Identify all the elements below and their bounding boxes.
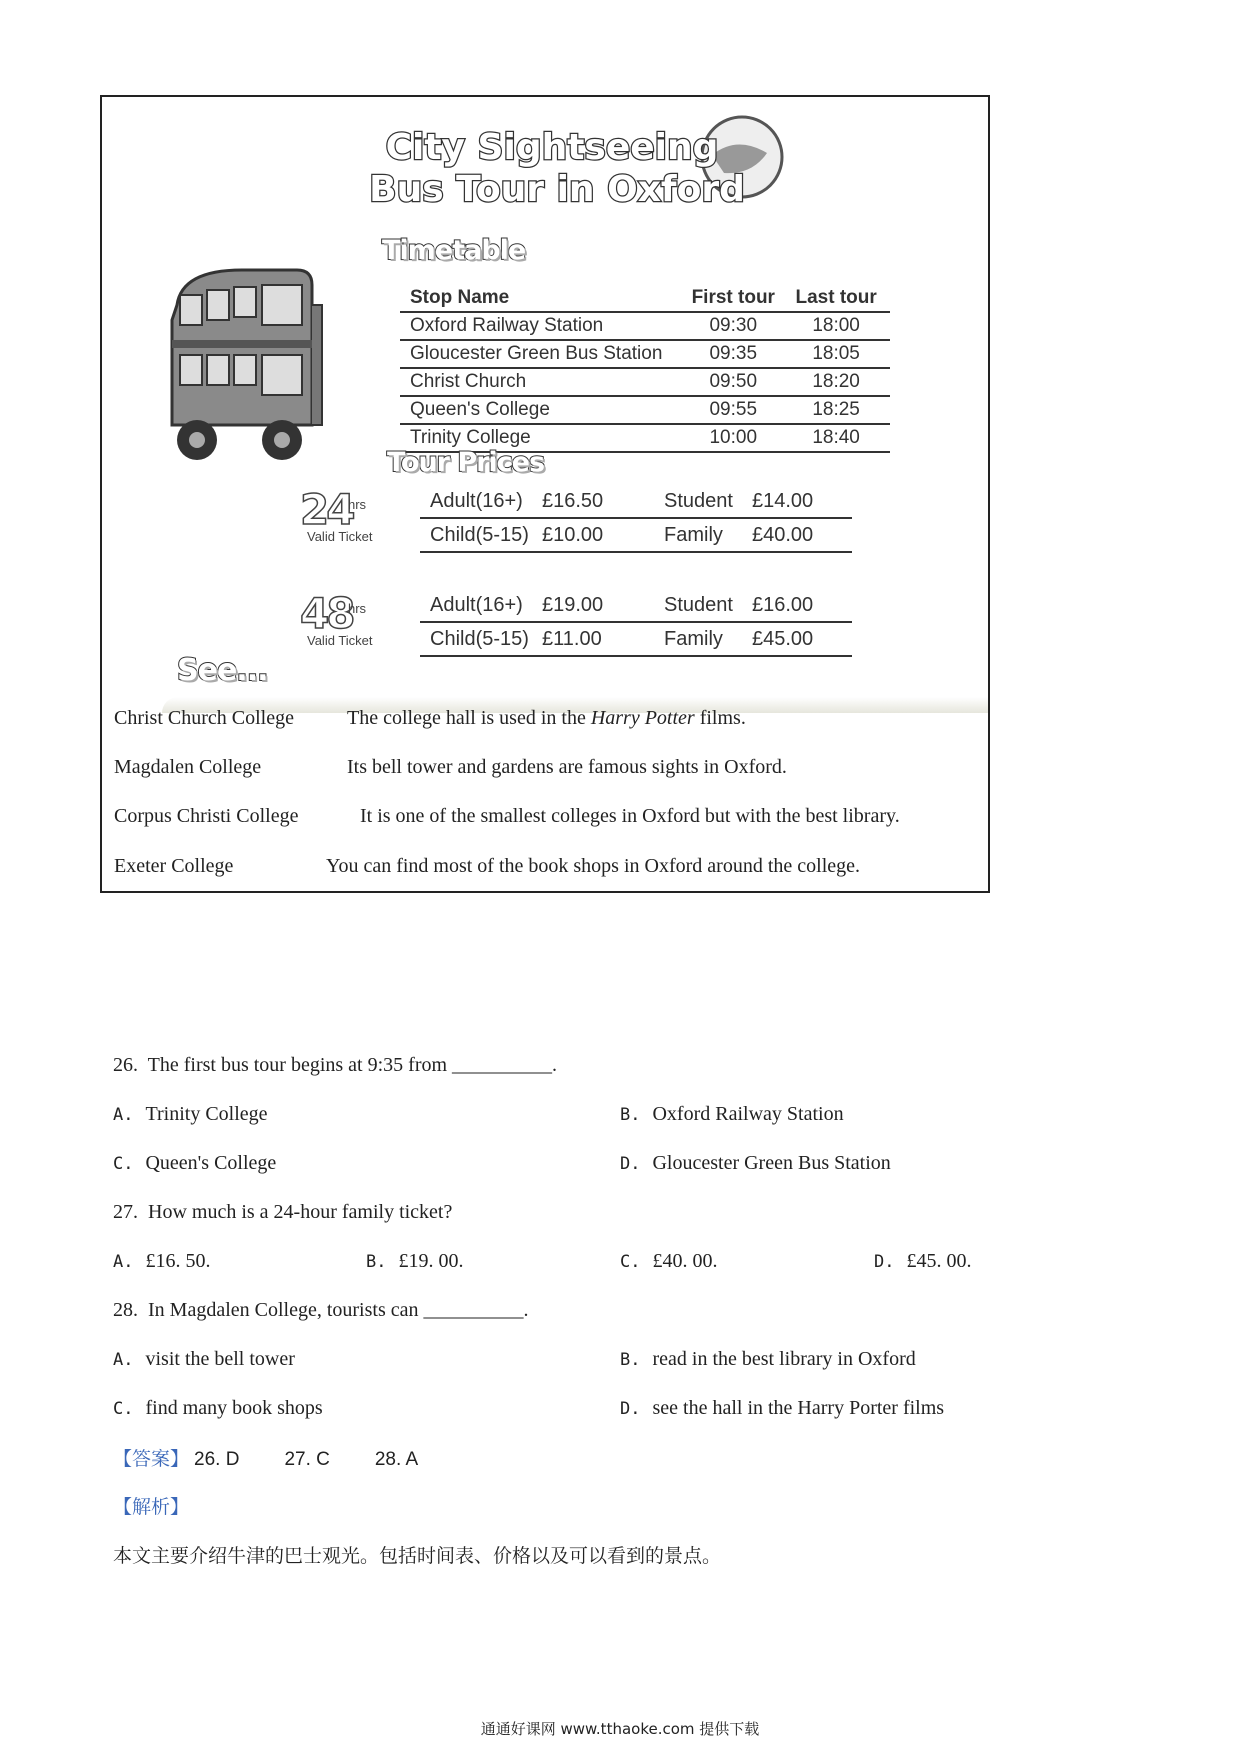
college-description: Its bell tower and gardens are famous sights in Oxford. [347, 756, 787, 778]
option-letter: B. [620, 1350, 641, 1370]
college-name: Corpus Christi College [114, 805, 299, 827]
ticket-price: £14.00 [752, 489, 814, 512]
question-stem: The first bus tour begins at 9:35 from __________. [147, 1054, 558, 1076]
header-stop-name: Stop Name [410, 287, 510, 308]
tour-poster [100, 95, 990, 893]
college-name: Exeter College [114, 855, 234, 877]
ticket-price: £19.00 [542, 593, 604, 616]
header-first-tour: First tour [691, 287, 775, 308]
ticket-type: Adult(16+) [430, 593, 523, 616]
timetable-header [400, 281, 890, 313]
header-last-tour: Last tour [795, 287, 877, 308]
answer-item: 26. D [194, 1449, 240, 1470]
option-letter: C. [113, 1154, 134, 1174]
answer-item: 28. A [374, 1449, 419, 1470]
logo-line1: City Sightseeing [385, 127, 719, 168]
ticket-24-unit: hrs [348, 497, 367, 512]
analysis-text: 本文主要介绍牛津的巴士观光。包括时间表、价格以及可以看到的景点。 [113, 1545, 722, 1567]
stop-name: Queen's College [410, 399, 550, 420]
option-text: £45. 00. [906, 1250, 972, 1272]
option-27-b[interactable] [366, 1250, 463, 1273]
question-stem: How much is a 24-hour family ticket? [148, 1201, 453, 1223]
option-letter: D. [620, 1154, 641, 1174]
ticket-24-hours: 24 [300, 485, 353, 534]
option-27-c[interactable] [620, 1250, 717, 1273]
last-tour-time: 18:20 [812, 371, 860, 392]
price-row [420, 485, 852, 519]
timetable [400, 281, 890, 453]
ticket-price: £10.00 [542, 523, 604, 546]
option-letter: C. [620, 1252, 641, 1272]
double-decker-bus-icon [162, 265, 357, 475]
ticket-type: Child(5-15) [430, 627, 529, 650]
ticket-24-valid-label: Valid Ticket [307, 529, 373, 544]
option-27-d[interactable] [874, 1250, 971, 1273]
option-26-c[interactable] [113, 1152, 276, 1175]
option-26-a[interactable] [113, 1103, 268, 1126]
timetable-title: Timetable [382, 235, 526, 266]
college-description: It is one of the smallest colleges in Oxford but with the best library. [360, 805, 900, 827]
ticket-type: Student [664, 489, 733, 512]
first-tour-time: 09:55 [709, 399, 758, 420]
question-number: 26. [113, 1054, 138, 1076]
option-letter: A. [113, 1105, 134, 1125]
table-row [400, 341, 890, 369]
option-letter: B. [620, 1105, 641, 1125]
ticket-price: £16.50 [542, 489, 604, 512]
ticket-48-unit: hrs [348, 601, 367, 616]
college-name: Christ Church College [114, 707, 294, 729]
stop-name: Gloucester Green Bus Station [410, 343, 663, 364]
table-row [400, 397, 890, 425]
stop-name: Oxford Railway Station [410, 315, 604, 336]
last-tour-time: 18:25 [812, 399, 860, 420]
option-27-a[interactable] [113, 1250, 210, 1273]
first-tour-time: 09:50 [709, 371, 758, 392]
college-description: You can find most of the book shops in Oxford around the college. [326, 855, 861, 877]
ticket-price: £16.00 [752, 593, 814, 616]
stop-name: Christ Church [410, 371, 527, 392]
option-28-c[interactable] [113, 1397, 323, 1420]
ticket-48-valid-label: Valid Ticket [307, 633, 373, 648]
first-tour-time: 10:00 [709, 427, 758, 448]
stop-name: Trinity College [410, 427, 531, 448]
question-number: 27. [113, 1201, 138, 1223]
college-name: Magdalen College [114, 756, 262, 778]
price-row [420, 623, 852, 657]
last-tour-time: 18:40 [812, 427, 860, 448]
ticket-type: Student [664, 593, 733, 616]
answer-item: 27. C [284, 1449, 330, 1470]
option-text: read in the best library in Oxford [652, 1348, 916, 1370]
ticket-type: Family [664, 627, 723, 650]
option-26-b[interactable] [620, 1103, 844, 1126]
option-letter: A. [113, 1350, 134, 1370]
last-tour-time: 18:00 [812, 315, 860, 336]
option-text: visit the bell tower [145, 1348, 295, 1370]
answer-line [113, 1444, 418, 1471]
option-text: find many book shops [145, 1397, 323, 1419]
option-text: £40. 00. [652, 1250, 718, 1272]
first-tour-time: 09:30 [709, 315, 758, 336]
table-row [400, 369, 890, 397]
see-item [114, 756, 787, 779]
option-26-d[interactable] [620, 1152, 891, 1175]
ticket-price: £11.00 [542, 627, 602, 650]
first-tour-time: 09:35 [709, 343, 758, 364]
tour-prices-title: Tour Prices [387, 447, 545, 478]
see-item [114, 707, 746, 730]
option-letter: C. [113, 1399, 134, 1419]
option-text: £16. 50. [145, 1250, 211, 1272]
city-sightseeing-logo [352, 115, 822, 215]
ticket-price: £45.00 [752, 627, 814, 650]
analysis-label: 【解析】 [113, 1496, 190, 1518]
table-row [400, 313, 890, 341]
question-stem: In Magdalen College, tourists can __________. [148, 1299, 529, 1321]
option-text: Oxford Railway Station [652, 1103, 844, 1125]
option-text: Queen's College [145, 1152, 277, 1174]
ticket-type: Family [664, 523, 723, 546]
question-27 [113, 1201, 452, 1224]
question-28 [113, 1299, 529, 1322]
option-letter: D. [874, 1252, 895, 1272]
see-title: See... [177, 653, 268, 688]
question-26 [113, 1054, 557, 1077]
price-table-48h [420, 589, 852, 657]
option-text: Gloucester Green Bus Station [652, 1152, 891, 1174]
answer-label: 【答案】 [113, 1448, 190, 1470]
see-item [114, 855, 861, 878]
ticket-price: £40.00 [752, 523, 814, 546]
ticket-48-hours: 48 [300, 589, 353, 638]
option-letter: B. [366, 1252, 387, 1272]
analysis-label-line [113, 1492, 189, 1519]
option-letter: A. [113, 1252, 134, 1272]
option-text: Trinity College [145, 1103, 268, 1125]
page-footer: 通通好课网 www.tthaoke.com 提供下载 [480, 1720, 760, 1738]
price-row [420, 589, 852, 623]
ticket-type: Adult(16+) [430, 489, 523, 512]
last-tour-time: 18:05 [812, 343, 860, 364]
price-row [420, 519, 852, 553]
option-28-b[interactable] [620, 1348, 916, 1371]
option-28-a[interactable] [113, 1348, 295, 1371]
option-text: see the hall in the Harry Porter films [652, 1397, 945, 1419]
option-letter: D. [620, 1399, 641, 1419]
college-description: The college hall is used in the Harry Potter films. [347, 707, 746, 729]
see-item [114, 805, 900, 828]
logo-line2: Bus Tour in Oxford [369, 169, 745, 210]
price-table-24h [420, 485, 852, 553]
option-text: £19. 00. [398, 1250, 464, 1272]
ticket-type: Child(5-15) [430, 523, 529, 546]
question-number: 28. [113, 1299, 138, 1321]
option-28-d[interactable] [620, 1397, 944, 1420]
